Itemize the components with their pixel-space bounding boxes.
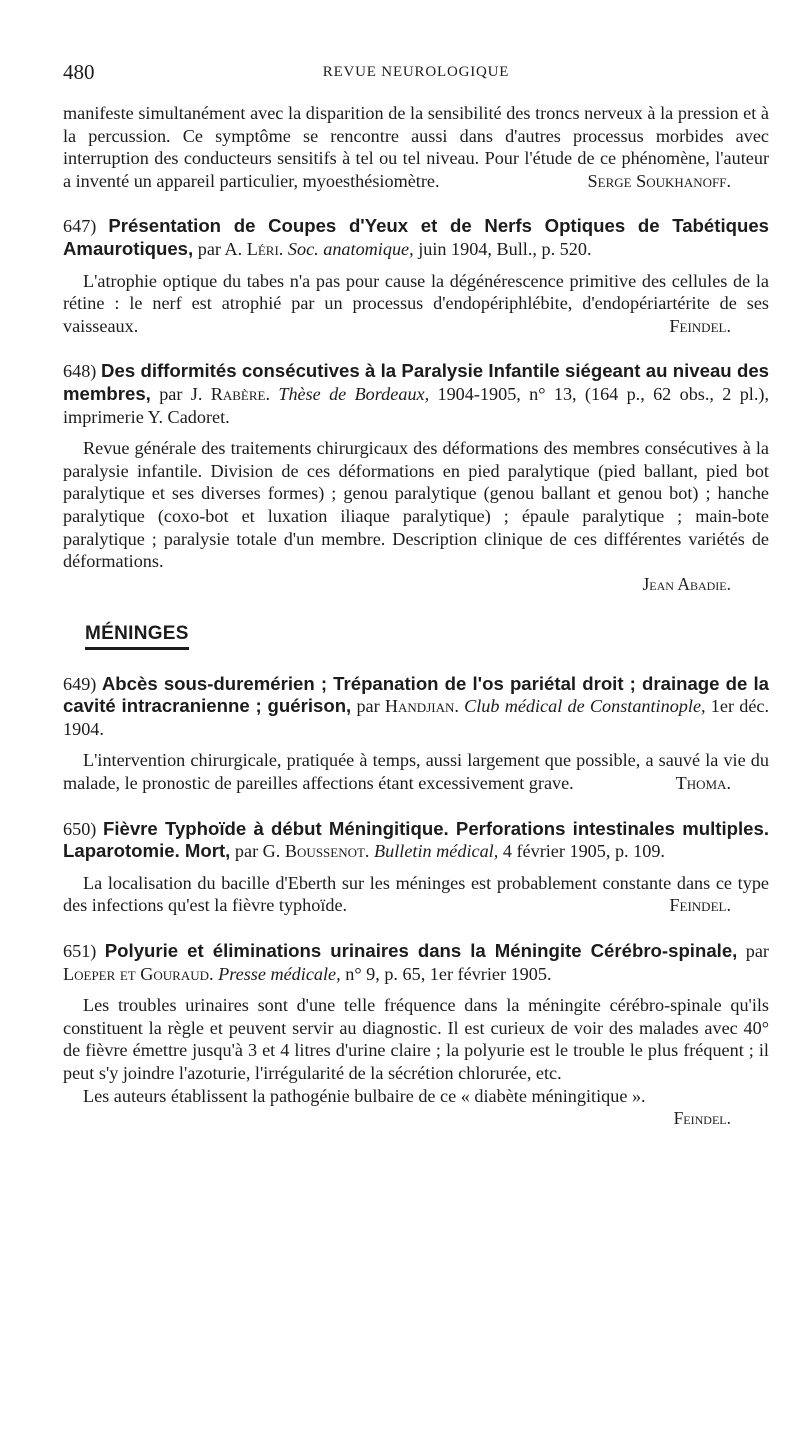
entry-author: Léri.	[246, 238, 284, 259]
page-number: 480	[63, 60, 95, 84]
entry-body-text: L'intervention chirurgicale, pratiquée à temps, aussi largement que possible, a sauvé la vie du malade, le pronostic de pareilles affections étant excessivement grave.	[63, 750, 769, 794]
entry-title: Polyurie et éliminations urinaires dans la Méningite Cérébro-spinale,	[104, 940, 738, 962]
section-heading: MÉNINGES	[85, 623, 189, 650]
entry-title: Présentation de Coupes d'Yeux et de Nerfs Optiques de Tabétiques Amaurotiques,	[63, 215, 770, 259]
entry-title: Des difformités consécutives à la Paralysie Infantile siégeant au niveau des membres,	[63, 360, 770, 404]
entry-body-continued: Les auteurs établissent la pathogénie bulbaire de ce « diabète méningitique ».	[83, 1085, 646, 1106]
entry-body: Revue générale des traitements chirurgicaux des déformations des membres consécutives à la paralysie infantile. Division de ces déformations en pied paralytique (pied ballant, pied bot paralytique et ses diverses formes) ; genou paralytique (genou ballant et genou bot) ; hanche paralytique (coxo-bot et luxation iliaque paralytique) ; épaule paralytique ; main-bote paralytique ; paralysie totale d'un membre. Description clinique de ces différentes variétés de déformations.	[63, 438, 769, 572]
entry-source: Bulletin médical,	[374, 841, 499, 862]
running-title: REVUE NEUROLOGIQUE	[322, 64, 510, 80]
entry-title: Fièvre Typhoïde à début Méningitique. Perforations intestinales multiples. Laparotomie. Mort,	[63, 817, 770, 862]
entry-by: par A.	[197, 238, 243, 259]
entry-body-text: L'atrophie optique du tabes n'a pas pour cause la dégénérescence primitive des cellules de la rétine : le nerf est atrophié par un processus d'endopériphlébite, d'endopériartérite de ses vaisseaux.	[63, 270, 769, 336]
entry-body	[63, 270, 769, 338]
entry-author: Handjian.	[384, 696, 459, 717]
entry-details: juin 1904, Bull., p. 520.	[418, 238, 592, 259]
entry-heading	[63, 673, 769, 741]
entry-heading	[63, 940, 769, 985]
abstract-entry	[63, 940, 769, 1129]
entry-body	[63, 749, 769, 794]
page-header	[63, 60, 769, 90]
entry-number: 651)	[63, 941, 97, 962]
entry-body-text: La localisation du bacille d'Eberth sur les méninges est probablement constante dans ce type des infections qu'est la fièvre typhoïde.	[63, 872, 769, 916]
entry-number: 650)	[63, 818, 97, 839]
entry-by: par	[356, 696, 380, 717]
entry-details: 4 février 1905, p. 109.	[502, 841, 665, 862]
entry-source: Club médical de Constantinople,	[464, 696, 706, 717]
entry-details: 1er déc. 1904.	[63, 696, 770, 739]
intro-text: manifeste simultanément avec la disparition de la sensibilité des troncs nerveux à la pression et à la percussion. Ce symptôme se rencontre aussi dans d'autres processus morbides avec interruption des conducteurs sensitifs à tel ou tel niveau. Pour l'étude de ce phénomène, l'auteur a inventé un appareil particulier, myoesthésiomètre.	[63, 103, 769, 191]
intro-paragraph	[63, 102, 769, 192]
entry-author: Rabère.	[210, 383, 270, 404]
entry-heading	[63, 818, 769, 863]
abstract-entry	[63, 673, 769, 795]
entry-body: Les troubles urinaires sont d'une telle fréquence dans la méningite cérébro-spinale qu'ils constituent la règle et peuvent servir au diagnostic. Il est curieux de voir des malades avec 40° de fièvre émettre jusqu'à 3 et 4 litres d'urine claire ; la polyurie est le trouble le plus fréquent ; il peut s'y joindre l'azoturie, l'irrégularité de la sécrétion chlorurée, etc.	[63, 995, 769, 1083]
entry-body	[63, 872, 769, 917]
entry-author: Loeper et Gouraud.	[63, 963, 214, 984]
entry-source: Soc. anatomique,	[287, 238, 414, 259]
entry-title: Abcès sous-duremérien ; Trépanation de l'os pariétal droit ; drainage de la cavité intracranienne ; guérison,	[63, 672, 769, 717]
entry-by: par G.	[234, 841, 281, 862]
abstract-entry	[63, 360, 769, 594]
entry-number: 648)	[63, 361, 97, 382]
entry-by: par	[745, 941, 769, 962]
entry-details: n° 9, p. 65, 1er février 1905.	[345, 963, 552, 984]
entry-signature: Feindel.	[669, 315, 731, 336]
page-content	[63, 102, 769, 1129]
entry-source: Presse médicale,	[218, 963, 341, 984]
entry-signature: Thoma.	[675, 773, 731, 794]
entry-source: Thèse de Bordeaux,	[278, 383, 430, 404]
entry-signature: Jean Abadie.	[642, 573, 731, 594]
entry-heading	[63, 360, 769, 428]
intro-signature: Serge Soukhanoff.	[587, 170, 731, 191]
abstract-entry	[63, 818, 769, 917]
entry-author: Boussenot.	[284, 841, 370, 862]
entry-signature: Feindel.	[669, 895, 731, 916]
intro-continuation	[63, 102, 769, 192]
entry-by: par J.	[159, 383, 203, 404]
abstract-entry	[63, 215, 769, 337]
entry-number: 647)	[63, 216, 97, 237]
entry-heading	[63, 215, 769, 260]
entry-signature: Feindel.	[673, 1108, 731, 1129]
entry-number: 649)	[63, 673, 97, 694]
entry-details: 1904-1905, n° 13, (164 p., 62 obs., 2 pl.), imprimerie Y. Cadoret.	[63, 383, 770, 427]
